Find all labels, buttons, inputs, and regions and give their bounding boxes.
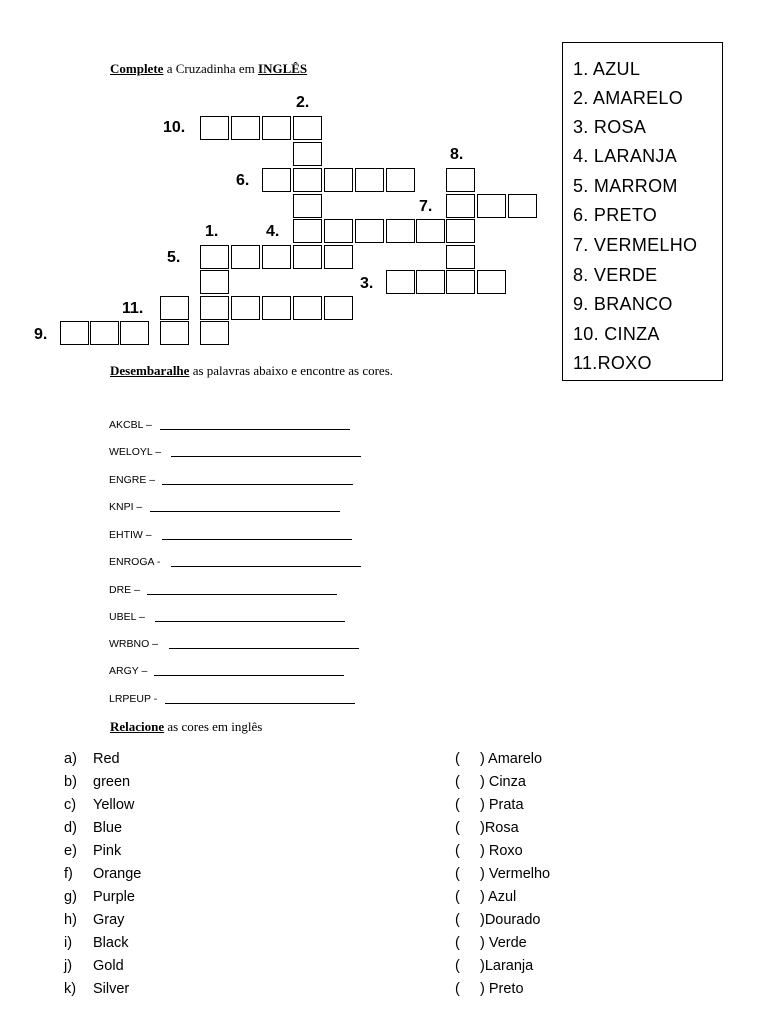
crossword-cell[interactable] [90, 321, 119, 345]
portuguese-color-item[interactable] [455, 888, 516, 906]
crossword-cell[interactable] [416, 270, 445, 294]
answer-paren: ( [455, 889, 460, 905]
answer-key-item: 6. PRETO [573, 205, 658, 225]
crossword-heading-verb: Complete [110, 61, 164, 76]
crossword-cell[interactable] [446, 245, 475, 269]
crossword-cell[interactable] [200, 321, 229, 345]
unscramble-heading [110, 363, 393, 379]
crossword-cell[interactable] [386, 270, 415, 294]
clue-number-6: 6. [236, 172, 250, 189]
english-color-item [64, 934, 128, 952]
answer-key-item: 1. AZUL [573, 59, 641, 79]
crossword-grid [0, 0, 560, 360]
crossword-cell[interactable] [262, 296, 291, 320]
color-word: Red [93, 751, 120, 767]
color-word: green [93, 774, 131, 790]
color-word: ) Preto [480, 981, 524, 997]
answer-blank[interactable] [162, 484, 353, 485]
crossword-cell[interactable] [293, 116, 322, 140]
crossword-cell[interactable] [416, 219, 445, 243]
color-word: Blue [93, 820, 123, 836]
crossword-cell[interactable] [293, 194, 322, 218]
scrambled-word: WELOYL – [109, 446, 162, 458]
item-letter: e) [64, 843, 77, 859]
color-word: ) Vermelho [480, 866, 551, 882]
color-word: ) Verde [480, 935, 527, 951]
scrambled-word: EHTIW – [109, 529, 152, 541]
english-color-item [64, 773, 130, 791]
crossword-cell[interactable] [200, 270, 229, 294]
color-word: )Laranja [480, 958, 534, 974]
english-color-item [64, 980, 129, 998]
color-word: Purple [93, 889, 135, 905]
crossword-cell[interactable] [231, 116, 260, 140]
answer-paren: ( [455, 935, 460, 951]
answer-key-item: 10. CINZA [573, 324, 660, 344]
answer-blank[interactable] [171, 566, 361, 567]
portuguese-color-item[interactable] [455, 934, 527, 952]
answer-paren: ( [455, 866, 460, 882]
crossword-cell[interactable] [386, 168, 415, 192]
crossword-cell[interactable] [446, 194, 475, 218]
item-letter: h) [64, 912, 77, 928]
crossword-cell[interactable] [446, 168, 475, 192]
clue-number-2: 2. [296, 94, 310, 111]
answer-key-item: 11.ROXO [573, 353, 652, 373]
crossword-cell[interactable] [355, 219, 384, 243]
answer-blank[interactable] [169, 648, 359, 649]
clue-number-3: 3. [360, 275, 374, 292]
crossword-cell[interactable] [355, 168, 384, 192]
crossword-cell[interactable] [200, 116, 229, 140]
crossword-cell[interactable] [262, 245, 291, 269]
answer-key-item: 7. VERMELHO [573, 235, 698, 255]
answer-key-item: 9. BRANCO [573, 294, 673, 314]
scrambled-word: ENGRE – [109, 474, 156, 486]
crossword-cell[interactable] [60, 321, 89, 345]
crossword-heading-text: a Cruzadinha em [163, 61, 259, 76]
clue-number-4: 4. [266, 223, 280, 240]
matching-heading-text: as cores em inglês [164, 719, 263, 734]
matching-heading-verb: Relacione [110, 719, 165, 734]
portuguese-color-item[interactable] [455, 957, 533, 975]
color-word: Gold [93, 958, 124, 974]
item-letter: g) [64, 889, 77, 905]
crossword-heading-lang: INGLÊS [258, 61, 308, 76]
portuguese-color-item[interactable] [455, 842, 523, 860]
answer-blank[interactable] [160, 429, 350, 430]
crossword-cell[interactable] [446, 219, 475, 243]
scrambled-word: LRPEUP - [109, 693, 158, 705]
crossword-cell[interactable] [231, 245, 260, 269]
answer-paren: ( [455, 912, 460, 928]
clue-number-8: 8. [450, 146, 464, 163]
clue-number-7: 7. [419, 198, 433, 215]
clue-number-9: 9. [34, 326, 48, 343]
answer-paren: ( [455, 774, 460, 790]
answer-paren: ( [455, 958, 460, 974]
scrambled-word: WRBNO – [109, 638, 159, 650]
answer-blank[interactable] [150, 511, 340, 512]
color-word: Yellow [93, 797, 135, 813]
color-word: ) Cinza [480, 774, 526, 790]
answer-paren: ( [455, 751, 460, 767]
scrambled-word: DRE – [109, 584, 140, 596]
crossword-cell[interactable] [293, 142, 322, 166]
color-word: Gray [93, 912, 125, 928]
scrambled-word: AKCBL – [109, 419, 152, 431]
color-word: ) Roxo [480, 843, 523, 859]
answer-key-item: 4. LARANJA [573, 146, 678, 166]
scrambled-word: UBEL – [109, 611, 145, 623]
answer-blank[interactable] [165, 703, 355, 704]
answer-blank[interactable] [162, 539, 352, 540]
english-color-item [64, 796, 134, 814]
item-letter: k) [64, 981, 77, 997]
item-letter: j) [64, 958, 73, 974]
crossword-cell[interactable] [120, 321, 149, 345]
portuguese-color-item[interactable] [455, 750, 542, 768]
crossword-cell[interactable] [508, 194, 537, 218]
answer-key-item: 2. AMARELO [573, 88, 684, 108]
answer-blank[interactable] [155, 621, 345, 622]
item-letter: f) [64, 866, 73, 882]
color-word: ) Azul [480, 889, 517, 905]
crossword-cell[interactable] [293, 296, 322, 320]
answer-blank[interactable] [147, 594, 337, 595]
english-color-item [64, 842, 121, 860]
english-color-item [64, 911, 124, 929]
item-letter: b) [64, 774, 77, 790]
english-color-item [64, 888, 135, 906]
crossword-cell[interactable] [446, 270, 475, 294]
crossword-cell[interactable] [324, 219, 353, 243]
scrambled-word: ENROGA - [109, 556, 161, 568]
crossword-cell[interactable] [293, 219, 322, 243]
answer-blank[interactable] [171, 456, 361, 457]
item-letter: a) [64, 751, 77, 767]
crossword-cell[interactable] [262, 168, 291, 192]
color-word: )Rosa [480, 820, 519, 836]
color-word: Pink [93, 843, 122, 859]
color-word: Black [93, 935, 129, 951]
crossword-cell[interactable] [293, 245, 322, 269]
portuguese-color-item[interactable] [455, 911, 540, 929]
scrambled-word: ARGY – [109, 665, 148, 677]
crossword-cell[interactable] [477, 270, 506, 294]
color-word: )Dourado [480, 912, 541, 928]
item-letter: c) [64, 797, 77, 813]
portuguese-color-item[interactable] [455, 980, 524, 998]
crossword-cell[interactable] [160, 321, 189, 345]
portuguese-color-item[interactable] [455, 773, 526, 791]
crossword-cell[interactable] [160, 296, 189, 320]
crossword-cell[interactable] [293, 168, 322, 192]
crossword-cell[interactable] [386, 219, 415, 243]
english-color-item [64, 750, 120, 768]
portuguese-color-item[interactable] [455, 796, 524, 814]
answer-key-item: 5. MARROM [573, 176, 678, 196]
item-letter: i) [64, 935, 73, 951]
answer-paren: ( [455, 981, 460, 997]
crossword-cell[interactable] [477, 194, 506, 218]
crossword-cell[interactable] [324, 245, 353, 269]
answer-key-item: 3. ROSA [573, 117, 647, 137]
scrambled-word: KNPI – [109, 501, 143, 513]
matching-heading [110, 719, 262, 735]
crossword-cell[interactable] [324, 296, 353, 320]
clue-number-11: 11. [122, 300, 144, 317]
answer-key-item: 8. VERDE [573, 265, 658, 285]
crossword-cell[interactable] [231, 296, 260, 320]
crossword-cell[interactable] [262, 116, 291, 140]
english-color-item [64, 865, 141, 883]
unscramble-heading-text: as palavras abaixo e encontre as cores. [189, 363, 394, 378]
answer-blank[interactable] [154, 675, 344, 676]
color-word: ) Prata [480, 797, 524, 813]
clue-number-1: 1. [205, 223, 219, 240]
crossword-cell[interactable] [200, 245, 229, 269]
answer-paren: ( [455, 797, 460, 813]
crossword-cell[interactable] [324, 168, 353, 192]
color-word: Orange [93, 866, 142, 882]
item-letter: d) [64, 820, 77, 836]
answer-paren: ( [455, 843, 460, 859]
color-word: ) Amarelo [480, 751, 543, 767]
answer-key-box [562, 42, 723, 381]
clue-number-10: 10. [163, 119, 186, 136]
unscramble-heading-verb: Desembaralhe [110, 363, 190, 378]
english-color-item [64, 957, 124, 975]
crossword-cell[interactable] [200, 296, 229, 320]
portuguese-color-item[interactable] [455, 865, 550, 883]
portuguese-color-item[interactable] [455, 819, 519, 837]
clue-number-5: 5. [167, 249, 181, 266]
color-word: Silver [93, 981, 130, 997]
answer-paren: ( [455, 820, 460, 836]
english-color-item [64, 819, 122, 837]
